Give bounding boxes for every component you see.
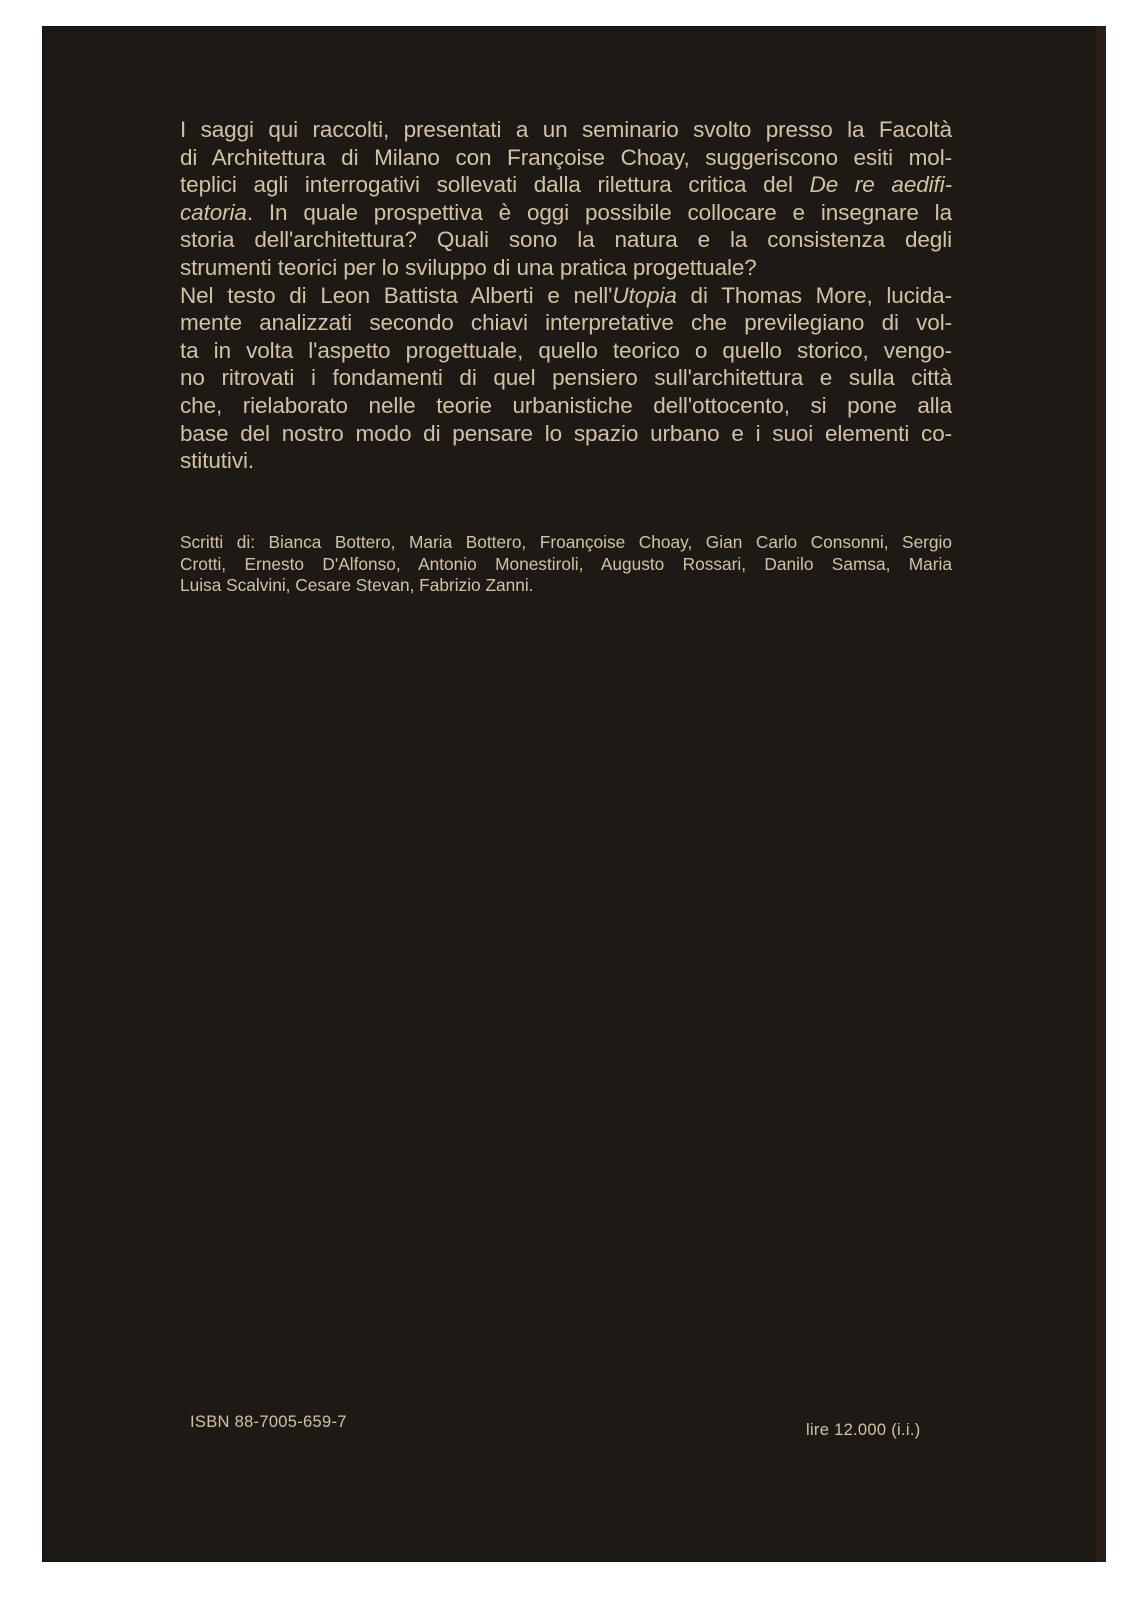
blurb-line: ta in volta l'aspetto progettuale, quello teorico o quello storico, vengo-	[180, 337, 952, 363]
price-label: lire 12.000 (i.i.)	[806, 1421, 921, 1439]
authors-line: Crotti, Ernesto D'Alfonso, Antonio Monestiroli, Augusto Rossari, Danilo Samsa, Maria	[180, 553, 952, 574]
blurb-line: base del nostro modo di pensare lo spazio urbano e i suoi elementi co-	[180, 420, 952, 446]
blurb-line: di Architettura di Milano con Françoise Choay, suggeriscono esiti mol-	[180, 144, 952, 170]
blurb-line: storia dell'architettura? Quali sono la natura e la consistenza degli	[180, 227, 952, 253]
cover-spine-edge	[1096, 26, 1106, 1562]
blurb-line: Nel testo di Leon Battista Alberti e nell'Utopia di Thomas More, lucida-	[180, 282, 952, 308]
authors-line: Scritti di: Bianca Bottero, Maria Bottero, Froançoise Choay, Gian Carlo Consonni, Sergio	[180, 532, 952, 552]
book-title-italic: De re aedifi-	[809, 172, 952, 198]
blurb-line: strumenti teorici per lo sviluppo di una pratica progettuale?	[180, 254, 757, 280]
blurb-line: che, rielaborato nelle teorie urbanistiche dell'ottocento, si pone alla	[180, 392, 952, 418]
authors-line: Luisa Scalvini, Cesare Stevan, Fabrizio Zanni.	[180, 575, 534, 596]
blurb-line: I saggi qui raccolti, presentati a un seminario svolto presso la Facoltà	[180, 117, 952, 142]
utopia-italic: Utopia	[612, 282, 677, 308]
blurb-line: stitutivi.	[180, 448, 255, 474]
book-title-italic: catoria	[180, 199, 247, 225]
cover-blurb	[180, 116, 952, 475]
authors-list	[180, 532, 952, 597]
blurb-line: mente analizzati secondo chiavi interpretative che previlegiano di vol-	[180, 310, 952, 336]
isbn-number: ISBN 88-7005-659-7	[190, 1413, 347, 1431]
blurb-line: catoria. In quale prospettiva è oggi possibile collocare e insegnare la	[180, 199, 952, 225]
blurb-line: teplici agli interrogativi sollevati dalla rilettura critica del De re aedifi-	[180, 172, 952, 198]
blurb-line: no ritrovati i fondamenti di quel pensiero sull'architettura e sulla città	[180, 365, 952, 391]
